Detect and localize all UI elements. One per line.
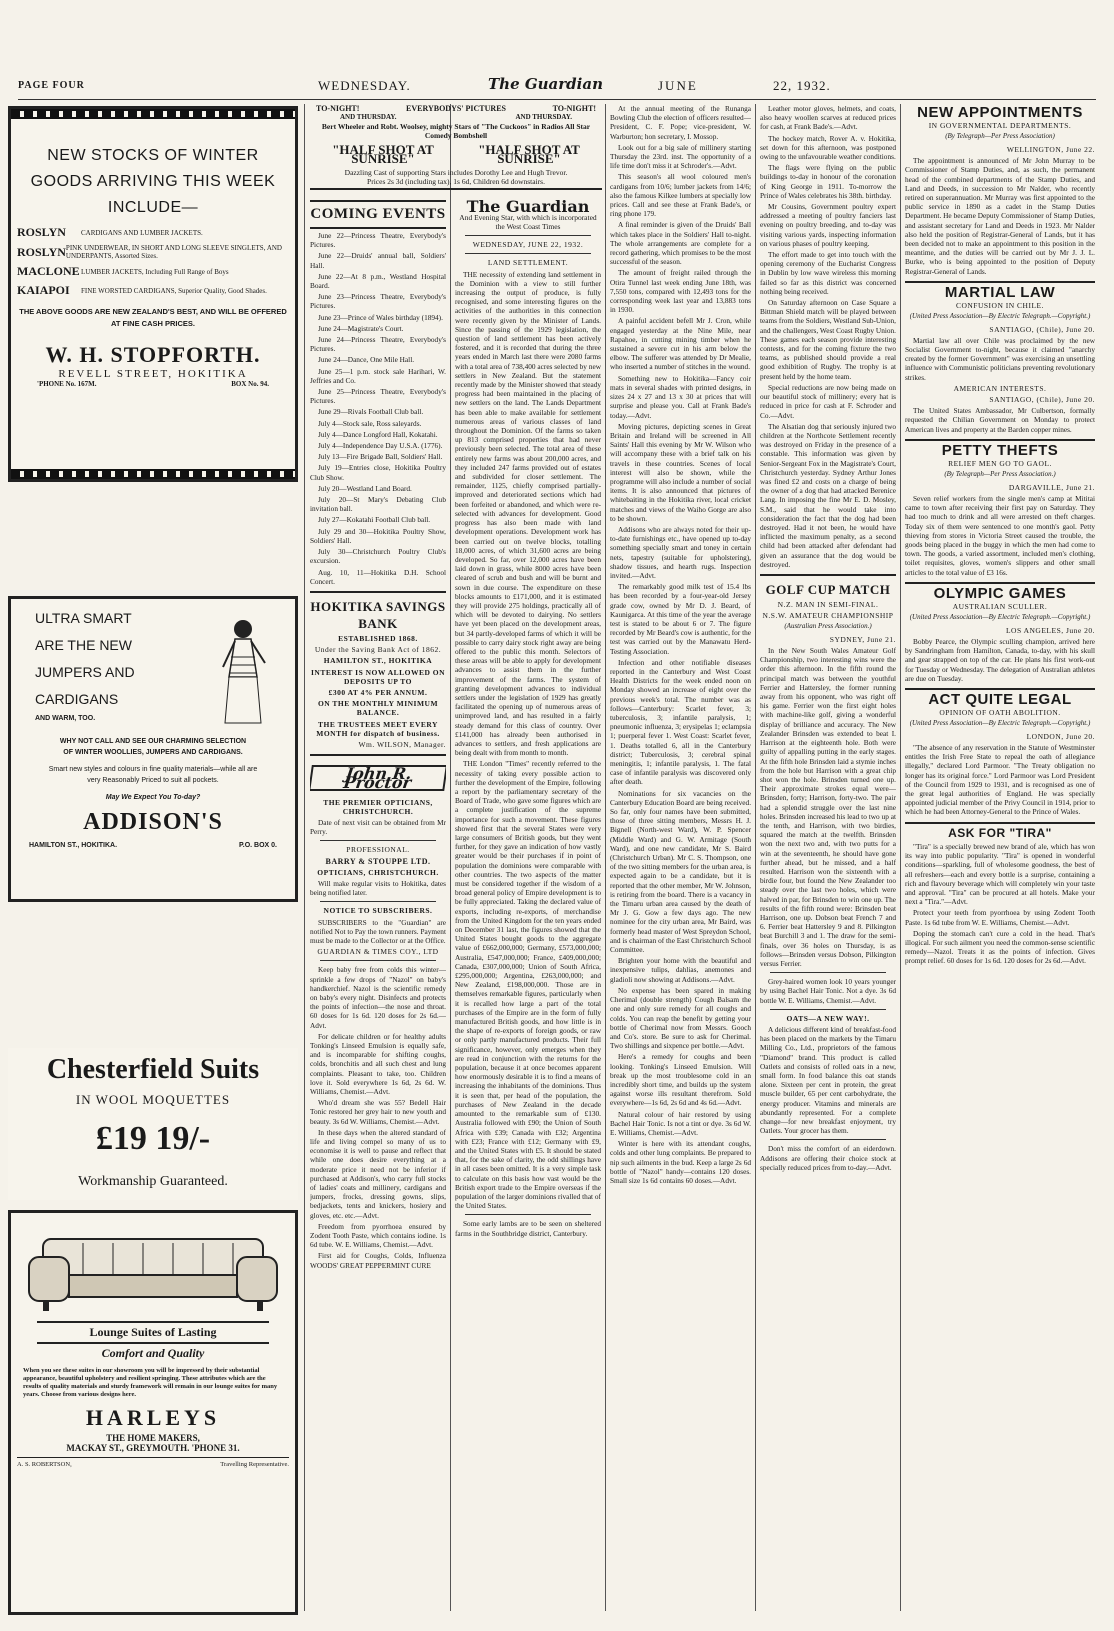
ad-item: ROSLYN CARDIGANS AND LUMBER JACKETS. bbox=[17, 225, 203, 239]
film-stars: Bert Wheeler and Robt. Woolsey, mighty Stars of "The Cuckoos" in Radios All Star Comedy Bombshell bbox=[321, 122, 591, 140]
ad-subtitle: IN WOOL MOQUETTES bbox=[75, 1092, 231, 1107]
shop-name: W. H. STOPFORTH. bbox=[45, 342, 261, 367]
film-cast: Dazzling Cast of supporting Stars includes Dorothy Lee and Hugh Trevor. bbox=[344, 168, 568, 177]
event-item: June 25—Princess Theatre, Everybody's Pictures. bbox=[310, 387, 446, 406]
event-item: June 25—1 p.m. stock sale Harihari, W. Jeffries and Co. bbox=[310, 366, 446, 385]
event-item: July 20—Westland Land Board. bbox=[318, 483, 412, 493]
section-title: NEW APPOINTMENTS bbox=[917, 104, 1083, 121]
event-item: June 24—Dance, One Mile Hall. bbox=[318, 355, 415, 365]
column-rule bbox=[304, 104, 305, 1611]
shop-address: MACKAY ST., GREYMOUTH. 'PHONE 31. bbox=[66, 1443, 240, 1453]
shop-tagline: THE HOME MAKERS, bbox=[106, 1433, 200, 1443]
event-item: June 23—Prince of Wales birthday (1894). bbox=[318, 312, 443, 322]
shop-address: REVELL STREET, HOKITIKA bbox=[58, 368, 248, 380]
event-item: July 29 and 30—Hokitika Poultry Show, Soldiers' Hall. bbox=[310, 526, 446, 545]
editorial-title: LAND SETTLEMENT. bbox=[487, 258, 569, 268]
news-paragraph: At the annual meeting of the Runanga Bowling Club the election of officers resulted—President, C. F. Pope; vice-president, W. Warburton; hon secretary, I. Mossop. bbox=[610, 104, 751, 141]
oats-title: OATS—A NEW WAY!. bbox=[786, 1013, 870, 1023]
news-paragraph: A final reminder is given of the Druids' Ball which takes place in the Soldiers' Hall to-night. The whole arrangements are complete for a record gathering, which promises to be the most successful of the season. bbox=[610, 220, 751, 267]
sofa-illustration bbox=[23, 1229, 283, 1314]
news-paragraph: Look out for a big sale of millinery starting Thursday the 23rd. inst. The opportunity of a life time don't miss it at Schroder's.—Advt. bbox=[610, 142, 751, 171]
column-rule bbox=[450, 104, 451, 1611]
event-item: July 4—Independence Day U.S.A. (1776). bbox=[318, 441, 443, 451]
news-paragraph: No expense has been spared in making Cherimal (double strength) Cough Balsam the one and only sure remedy for all coughs and colds. You can reap the benefit by getting your bottle of Cherimal now from Messrs. Gooch and Co's. store. Be sure to ask for Cherimal. Two shillings and sixpence per bottle.—Advt. bbox=[610, 985, 751, 1051]
box: P.O. BOX 0. bbox=[239, 842, 277, 849]
ad-chesterfield bbox=[8, 1048, 298, 1200]
ad-item: MACLONE LUMBER JACKETS, Including Full Range of Boys bbox=[17, 264, 229, 278]
ad-ask: May We Expect You To-day? bbox=[105, 794, 201, 801]
ad-item: ROSLYN PINK UNDERWEAR, IN SHORT AND LONG SLEEVE SINGLETS, AND UNDERPANTS, Assorted Sizes. bbox=[17, 244, 282, 260]
section-title: MARTIAL LAW bbox=[944, 283, 1056, 301]
ad-note: THE ABOVE GOODS ARE NEW ZEALAND'S BEST, AND WILL BE OFFERED AT FINE CASH PRICES. bbox=[19, 307, 287, 328]
ad-guarantee: Workmanship Guaranteed. bbox=[78, 1174, 228, 1189]
column-rule bbox=[900, 104, 901, 1611]
news-paragraph: Natural colour of hair restored by using Bachel Hair Tonic. Is not a tint or dye. 3s 6d W. E. Williams, Chemist.—Advt. bbox=[610, 1109, 751, 1137]
ad-body: WHY NOT CALL AND SEE OUR CHARMING SELECTION OF WINTER WOOLLIES, JUMPERS AND CARDIGANS. bbox=[59, 738, 247, 756]
ad-line: ULTRA SMART bbox=[35, 610, 132, 626]
editorial-date: WEDNESDAY, JUNE 22, 1932. bbox=[472, 240, 584, 250]
column-rule bbox=[605, 104, 606, 1611]
news-paragraph: Infection and other notifiable diseases reported in the Canterbury and West Coast Health Districts for the week ended noon on Monday showed an increase of eight over the previous week's total. The number was as follows—Canterbury: Scarlet fever, 3; tuberculosis, 3; infantile paralysis, 1; pneumonic influenza, 3; erysipelas 1; eclampsia 1; puerperal fever 1. West Coast: Scarlet fever, 1. Deaths totalled 6, all in the Canterbury district; Tuberculosis, 3; cerebral spinal meningitis, 1; infantile paralysis, 1. The fatal case of infantile paralysis was discovered only after death. bbox=[610, 657, 751, 787]
event-item: June 22—Druids' annual ball, Soldiers' Hall. bbox=[310, 251, 446, 270]
event-item: June 22—Princess Theatre, Everybody's Pictures. bbox=[310, 231, 446, 250]
ad-item: KAIAPOI FINE WORSTED CARDIGANS, Superior Quality, Good Shades. bbox=[17, 283, 267, 297]
event-item: July 27—Kokatahi Football Club ball. bbox=[318, 515, 431, 525]
news-paragraph: Moving pictures, depicting scenes in Great Britain and Ireland will be screened in All Saints' Hall this evening by Mr W. Wilson who will accompany these with a brief talk on his travels in these countries. Scenes of local interest will also be shown, while the programme will also include a number of social items. It is also announced that pictures of whitebaiting in the Hokitika river, local cricket matches and views of the Waiho Gorge are also to be shown. bbox=[610, 421, 751, 523]
ad-body2: Smart new styles and colours in fine quality materials—while all are very Reasonably Priced to suit all pockets. bbox=[48, 766, 258, 784]
ad-line: CARDIGANS bbox=[35, 691, 119, 707]
price: £19 19/- bbox=[95, 1120, 211, 1157]
ad-line: NEW STOCKS OF WINTER bbox=[47, 147, 259, 164]
news-paragraph: The amount of freight railed through the Otira Tunnel last week ending June 18th, was 7,550 tons, compared with 12,493 tons for the corresponding week last year and 13,883 tons in 1930. bbox=[610, 268, 751, 315]
checker-border bbox=[11, 469, 295, 479]
events-list bbox=[310, 231, 446, 586]
event-item: Aug. 10, 11—Hokitika D.H. School Concert. bbox=[310, 567, 446, 586]
ad-warm: AND WARM, TOO. bbox=[35, 715, 96, 722]
event-item: June 22—At 8 p.m., Westland Hospital Board. bbox=[310, 271, 446, 291]
ad-addisons bbox=[8, 596, 298, 902]
news-paragraph: Addisons who are always noted for their up-to-date furnishings etc., have opened up to-day something specially smart and toney in certain nets, tapestry (suitable for upholstering), shadow tissues, and hearth rugs. Inspection invited.—Advt. bbox=[610, 524, 751, 580]
ad-title: Lounge Suites of Lasting bbox=[37, 1321, 269, 1344]
ad-harleys bbox=[8, 1210, 298, 1615]
golf-title: GOLF CUP MATCH bbox=[765, 581, 891, 597]
masthead-day: WEDNESDAY. bbox=[318, 78, 411, 93]
column-2: COMING EVENTS June 22—Princess Theatre, Everybody's Pictures. June 22—Druids' annual ball, Soldiers' Hall. June 22—At 8 p.m., Westland Hospital Board. June 23—Princess Theatre, Everybody's Pictures. June 23—Prince of Wales birthday (1894). June 24—Magistrate's Court. June 24—Princess Theatre, Everybody's Pictures. June 24—Dance, One Mile Hall. June 25—1 p.m. stock sale Harihari, W. Jeffries and Co. June 25—Princess Theatre, Everybody's Pictures. June 29—Rivals Football Club ball. July 4—Stock sale, Ross saleyards. July 4—Dance Longford Hall, Kokatahi. July 4—Independence Day U.S.A. (1776). July 13—Fire Brigade Ball, Soldiers' Hall. July 19—Entries close, Hokitika Poultry Club Show. July 20—Westland Land Board. July 20—St Mary's Debating Club invitation ball. July 27—Kokatahi Football Club ball. July 29 and 30—Hokitika Poultry Show, Soldiers' Hall. July 30—Christchurch Poultry Club's excursion. Aug. 10, 11—Hokitika D.H. School Concert. HOKITIKA SAVINGS BANK ESTABLISHED 1868. Under the Saving Bank Act of 1862. HAMILTON ST., HOKITIKA INTEREST IS NOW ALLOWED ON DEPOSITS UP TO £300 AT 4% PER ANNUM. ON THE MONTHLY MINIMUM BALANCE. THE TRUSTEES MEET EVERY MONTH for dispatch of business. Wm. WILSON, Manager. John R. Proctor THE PREMIER OPTICIANS, CHRISTCHURCH. Date of next visit can be obtained from Mr Perry. PROFESSIONAL. BARRY & STOUPPE LTD. OPTICIANS, CHRISTCHURCH. Will make regular visits to Hokitika, dates being notified later. NOTICE TO SUBSCRIBERS. SUBSCRIBERS to the "Guardian" are notified Not to Pay the town runners. Payment must be made to the Collector or at the Office. GUARDIAN & TIMES COY., LTD Keep baby free from colds this winter—sprinkle a few drops of "Nazol" on baby's handkerchief. Nazol is the scientific remedy on baby's every night. Disinfects and protects the points of infection—the nose and throat. 60 doses for 1s 6d. 120 doses for 2s 6d.—Advt. For delicate children or for healthy adults Tonking's Linseed Emulsion is equally safe, and is incomparable for shifting coughs, colds, bronchitis and all such chest and lung complaints. Pleasant to take, too. Children love it. Sold everywhere 1s 6d, 2s 6d. W. Williams, Chemist.—Advt. Who'd dream she was 55? Bedell Hair Tonic restored her grey hair to new youth and beauty. 3s 6d W. Williams, Chemist.—Advt. In these days when the altered standard of life and living compel so many of us to economise it is well to pause and reflect that while one does desire everything at a moderate price it need not be inferior if purchased at Addison's, who carry full stocks of ladies' coats and millinery, cardigans and jumpers, frocks, dressing gowns, slips, bedjackets, tents and knickers, hosiery and gloves, etc. etc.—Advt. Freedom from pyorrhoea ensured by Zodent Tooth Paste, which contains iodine. 1s 6d tube. W. E. Williams, Chemist.—Advt. First aid for Coughs, Colds, Influenza WOODS' GREAT PEPPERMINT CURE bbox=[310, 196, 446, 1616]
column-editorial: The Guardian And Evening Star, with which is incorporated the West Coast Times WEDNESDAY, JUNE 22, 1932. LAND SETTLEMENT. THE necessity of extending land settlement in the Dominion with a view to still further increasing the output of produce, is fully recognised, and some interesting figures on the activities of the authorities in this connection were recently given by the Minister of Lands. Since the passing of the 1929 legislation, the question of land settlement has been actively fostered, and it is recorded that during the three years ended in March last there were 2080 farms with a total area of 738,400 acres selected by new settlers in New Zealand. But the statement recently made by the Minister showed that steady progress had been maintained in the placing of new settlers on the land. The Lands Department has been able to make available for settlement numerous areas of various classes of land throughout the Dominion. Of the farms so taken up 813 comprised properties that had never previously been selected. The total area of these entirely new farms was about 200,000 acres, and they included 247 farms provided out of estates and subdivided for closer settlement. The remainder, 1125, chiefly comprised partially-improved and deteriorated sections which had been forfeited or abandoned, and which were re-selected with advances for development. Good progress has also been made with land development operations. Development work has been carried out on twelve blocks, totalling 18,000 acres, of which 31,600 acres are being developed. So far, over 12,000 acres have been laid down in grass, while 8000 acres have been cleared of scrub and bush and will be burnt and sown in due course. The expenditure on these blocks amounts to £171,000, and it is estimated they will provide 275 holdings, practically all of which will be devoted to dairying. No settlers have yet been placed on the development areas, but 34 partly-developed farms of which it will be possible to carry dairy stock right away are being offered to the public this month. Selectors of these areas will be able to apply for development advances to assist them in the further improvement of the farms. The system of granting development advances to individual settlers under the legislation of 1929 has greatly facilitated the opening up of numerous areas of unimproved land, and has resulted in a fairly steady demand for this class of country. Over £141,000 has already been authorised in advances to settlers, and fresh applications are being dealt with from month to month. THE London "Times" recently referred to the necessity of taking every possible action to further the development of the Empire, following a report by the parliamentary secretary of the Board of Trade, who gave some figures which are a complete justification of the supreme importance for such a movement. These figures showed first that the several States were very large consumers of British goods, but they went further, for they gave an indication of how vastly greater would be their purchases if in point of population the dominions were comparable with other countries. The two aspects of the matter must be considered together if the wisdom of a broad general policy of Empire development is to be fully appreciated. Taking the declared value of exports, including re-exports, of merchandise from the United Kingdom for the ten years ended on December 31 last, the figures showed that the United States bought goods to the aggregate value of £662,000,000; Germany, £573,000,000; Australia, £547,000,000; France, £409,000,000; Canada, £307,000,000; Union of South Africa, £295,000,000; Argentina, £263,000,000; and New Zealand, £198,000,000. Those are in themselves remarkable figures, particularly when it is recalled how large a part of the total purchases of the Empire are in the form of fully manufactured British goods, and how little is in the shape of re-exports of foreign goods, or raw or only partly manufactured products. Their full significance, however, only emerges when they are read in conjunction with the returns for the population, because it at once becomes apparent how enormously desirable it is to find a means of increasing the inhabitants of the dominions. Thus it is seen that, per head of the population, the purchases of New Zealand in the decade amounted to the remarkable sum of £130. Australia followed with £90; the Union of South Africa with £39; Canada with £32; Argentina with £23; France with £12; Germany with £9, and the United States with £5. It should be stated that, for the sake of clarity, the odd shillings have in all cases been omitted. It is a very simple task to calculate on this basis how vast would be the British export trade to the Empire overseas if the population of the larger dominions rivalled that of the United States. Some early lambs are to be seen on sheltered farms in the Southbridge district, Canterbury. bbox=[455, 197, 601, 1238]
bank-title: HOKITIKA SAVINGS BANK bbox=[310, 598, 446, 631]
rep-title: Travelling Representative. bbox=[220, 1461, 289, 1468]
box: BOX No. 94. bbox=[231, 380, 269, 388]
event-item: June 29—Rivals Football Club ball. bbox=[318, 407, 424, 417]
event-item: July 19—Entries close, Hokitika Poultry Club Show. bbox=[310, 463, 446, 482]
shop-name: HARLEYS bbox=[85, 1405, 221, 1430]
woman-illustration bbox=[213, 617, 273, 727]
event-item: July 4—Stock sale, Ross saleyards. bbox=[318, 418, 422, 428]
news-paragraph: This season's all wool coloured men's cardigans from 10/6; lumber jackets from 14/6; also the famous Kilkee lumbers at specially low prices. Call and see these at Frank Bade's, or ring phone 179. bbox=[610, 172, 751, 219]
news-paragraph: The remarkably good milk test of 15.4 lbs has been recorded by a four-year-old Jersey grade cow, owned by Mr D. J. Beard, of Kaunigarca. At this time of the year the average test is stated to be about 6 or 7. The figure recorded by Mr Beard's cow is authentic, for the test was carried out by the Manawatu Herd-Testing Association. bbox=[610, 582, 751, 656]
ad-line: JUMPERS AND bbox=[35, 664, 135, 680]
ad-line: INCLUDE— bbox=[107, 199, 199, 216]
masthead-title: The Guardian bbox=[488, 75, 603, 93]
ad-line: ARE THE NEW bbox=[35, 637, 132, 653]
masthead-date: 22, 1932. bbox=[773, 78, 831, 93]
masthead-month: JUNE bbox=[658, 78, 698, 93]
section-title: PETTY THEFTS bbox=[941, 441, 1059, 459]
ad-title: Chesterfield Suits bbox=[46, 1054, 260, 1085]
shop-name: ADDISON'S bbox=[83, 809, 223, 835]
column-4 bbox=[610, 104, 751, 1616]
column-rule bbox=[755, 104, 756, 1611]
masthead bbox=[18, 75, 1096, 100]
event-item: June 23—Princess Theatre, Everybody's Pictures. bbox=[310, 292, 446, 311]
ad-pictures: TO-NIGHT! EVERYBODYS' PICTURES TO-NIGHT! AND THURSDAY. AND THURSDAY. Bert Wheeler and Robt. Woolsey, mighty Stars of "The Cuckoos" in Radios All Star Comedy Bombshell "HALF SHOT AT SUNRISE" "HALF SHOT AT SUNRISE" Dazzling Cast of supporting Stars includes Dorothy Lee and Hugh Trevor. Prices 2s 3d (including tax), 1s 6d, Children 6d downstairs. bbox=[310, 104, 602, 190]
checker-border bbox=[11, 109, 295, 119]
news-paragraph: Nominations for six vacancies on the Canterbury Education Board are being received. So far, only four names have been submitted, those of three sitting members, Messrs H. J. Bignell (North-west Ward), W. P. Spencer (Middle Ward) and G. W. Armitage (South Ward), and one new candidate, Mr S. Baird (Christchurch Urban). Mr C. S. Thompson, one of the two sitting members for the urban area, is expected again to be a candidate, but it is reported that the other member, Mr W. Johnson, is retiring from the board. There is a vacancy in the Timaru urban area caused by the death of Mr J. G. Gow a few days ago. The new nominee for the city urban area, Mr Baird, was formerly head master of West Spreydon School, and is chairman of the East Christchurch School Committee. bbox=[610, 788, 751, 955]
column-5: Leather motor gloves, helmets, and coats, also heavy woollen scarves at reduced prices for cash, at Frank Bade's.—Advt. The hockey match, Rover A. v. Hokitika, set down for this afternoon, was postponed owing to the unfavourable weather conditions. The flags were flying on the public buildings to-day in honour of the coronation of King George in 1911. To-morrow the Prince of Wales celebrates his 38th. birthday. Mr Cousins, Government poultry expert addressed a meeting of poultry fanciers last evening on poultry breeding, and to-day was visiting various yards, inspecting information on various phases of poultry keeping. The effort made to get into touch with the opening ceremony of the Eucharist Congress in Dublin by low wave wireless this morning failed so far as this district was concerned nothing being received. On Saturday afternoon on Case Square a Bittman Shield match will be played between teams from the Soldiers, Westland Sub-Union, and the challengers, West Coast Rugby Union. These games each season provide interesting contests, and for the coming fixture the two teams, as published should provide a real good exhibition of Rugby. The trophy is at present held by the home team. Special reductions are now being made on our beautiful stock of millinery; every hat is reduced in price for cash at F. Schroder and Co.—Advt. The Alsatian dog that seriously injured two children at the Northcote Settlement recently was destroyed on Friday in the presence of a constable. This information was given by Senior-Sergeant Fox in the Magistrate's Court, Christchurch yesterday. Sydney Arthur Jones was fined £2 and costs on a charge of being the owner of a dog that had attacked Berenice Lang. In imposing the fine Mr E. D. Mosley, S.M., said that he would take into consideration the fact that the dog had been destroyed. Had it not been, he would have inflicted the maximum penalty, as a second child had been attacked after defendant had given an assurance that the dog would be destroyed. GOLF CUP MATCH N.Z. MAN IN SEMI-FINAL. N.S.W. AMATEUR CHAMPIONSHIP (Australian Press Association.) SYDNEY, June 21. In the New South Wales Amateur Golf Championship, two interesting wins were the order this afternoon. In the fifth round the principal match was between the youthful Ferrier and Hattersley, the former running away from his opponent, who was right off his game. Ferrier won the first eight holes with machine-like golf, giving a wonderful display of brilliance and accuracy. The New Zealander Brinsden was extended to beat I. Harrison at the eighteenth hole. Both were guilty of appalling putting in the early stages. At the fifth hole Brinsden laid a stymie inches from the hole but Harrison with a great chip shot won the hole. Brinsden turned one up. Their approximate strokes equal were—Brinsden, forty; Harrison, forty-two. The pair had a splendid struggle over the last nine holes. Brinsden increased his lead to two up at the tenth, and Harrison, with two birdies, squared the match at the twelfth. Brinsden won the next two and, with two putts for a win at the seventeenth, he should have gone further ahead, but he missed, and a half resulted. Harrison won the sixteenth with a birdie four, but found the New Zealander too steady over the last two holes, which were halved in par, for Brinsden to win one up. The results of the fifth round were: Brinsden beat Harrison, one up. Dobson beat French 7 and 6. Ferrier beat Hattersley 9 and 8. Pilkington beat Burchill 3 and 1. The draw for the semi-finals, over 36 holes on Thursday, is as follows—Brinsden versus Dobson, Pilkington versus Ferrier. Grey-haired women look 10 years younger by using Bachel Hair Tonic. Not a dye. 3s 6d bottle W. E. Williams, Chemist.—Advt. OATS—A NEW WAY!. A delicious different kind of breakfast-food has been placed on the markets by the Timaru Milling Co., Ltd., proprietors of the famous "Diamond" brand. This product is called Oatlets and consists of rolled oats in a new, small form. In food balance this oat stands alone. Sixteen per cent in protein, the great muscle builder, 65 per cent carbohydrate, the energy producer. Vitamins and minerals are abundantly represented. For a complete change—for new breakfast enjoyment, try Oatlets. Your grocer has them. Don't miss the comfort of an eiderdown. Addisons are offering their choice stock at specially reduced prices from to-day.—Advt. bbox=[760, 104, 896, 1172]
shop-address: HAMILTON ST., HOKITIKA. bbox=[29, 842, 118, 849]
column-6: NEW APPOINTMENTS IN GOVERNMENTAL DEPARTMENTS. (By Telegraph—Per Press Association) WELLINGTON, June 22. The appointment is announced of Mr John Murray to be Commissioner of Stamp Duties, and, as such, the permanent head of the combined departments of the Stamp Duties, and Land and Deeds, in succession to Mr Nalder, who recently retired on superannuation. Mr Murray was first appointed to the public service in 1890 as a cadet in the Stamp Duties Department. He became Deputy Commissioner of Stamp Duties, and assistant secretary for Land and Deeds in 1923. Mr Nalder also held the position of Registrar-General of Lands, but it has been decided not to make an appointment to this position in the meantime, and the duties will be carried out by Mr J. J. L. Burke, who is being appointed to the position of Deputy Registrar-General of Lands. MARTIAL LAW CONFUSION IN CHILE. (United Press Association—By Electric Telegraph.—Copyright.) SANTIAGO, (Chile), June 20. Martial law all over Chile was proclaimed by the new Socialist Government to-night, because it claimed "anarchy created by the former Government" was exercising an unsettling influence with Communistic politicians preventing revolutionary strikes. AMERICAN INTERESTS. SANTIAGO, (Chile), June 20. The United States Ambassador, Mr Culbertson, formally requested the Chilian Government on Monday to protect American lives and property at the Barden copper mines. PETTY THEFTS RELIEF MEN GO TO GAOL. (By Telegraph—Per Press Association.) DARGAVILLE, June 21. Seven relief workers from the single men's camp at Mititai came to town after receiving their first pay on Saturday. They had too much to drink and all were arrested on theft charges. Today six of them were sentenced to one month's gaol. Petty thieving from stores in Victoria Street caused the trouble, the goods being placed in the buggy in which the men had come to town. The goods, a varied assortment, included men's clothing, toilet requisites, gloves, women's slippers and other small articles to the total value of £3 16s. OLYMPIC GAMES AUSTRALIAN SCULLER. (United Press Association—By Electric Telegraph.—Copyright.) LOS ANGELES, June 20. Bobby Pearce, the Olympic sculling champion, arrived here by Sandringham from Hamilton, Canada, to-day, with his skull and gear strapped on top of the car. He plans his first work-out for Tuesday or Wednesday. The delegation of Australian athletes are due on Tuesday. ACT QUITE LEGAL OPINION OF OATH ABOLITION. (United Press Association—By Electric Telegraph.—Copyright.) LONDON, June 20. "The absence of any reservation in the Statute of Westminster entitles the Irish Free State to repeal the oath of allegiance illegally," declared Lord Parmoor. "The Treaty obligation no longer has its original force." Lord Parmoor was Lord President of the Council from 1929 to 1931, and is recognised as one of the great legal authorities of England. He was specially appointed judicial member of the Privy Council in 1914, prior to which he had been Attorney-General to the Prince of Wales. ASK FOR "TIRA" "Tira" is a specially brewed new brand of ale, which has won its way into public popularity. "Tira" is opened in wonderful conditions—sparkling, full of wholesome goodness, the best of all refreshers—each and every bottle is a surprise, containing a rich and flavoury beverage which will completely win your taste and approval. "Tira" can be procured at all hotels. Make your next a "Tira."—Advt. Protect your teeth from pyorrhoea by using Zodent Tooth Paste. 1s 6d tube from W. E. Williams, Chemist.—Advt. Doping the stomach can't cure a cold in the head. That's illogical. For such ailment you need the common-sense scientific remedy—Nazol. Treats it as the points of infection. Gives prompt relief. 60 doses for 1s 6d. 120 doses for 2s 6d.—Advt. bbox=[905, 104, 1095, 966]
ad-body: When you see these suites in our showroom you will be impressed by their substantial appearance, beautiful upholstery and resilient springing. These attributes which are the results of quality materials and sturdy framework will remain in our lounge suites for many years. Choose from various designs here. bbox=[23, 1367, 278, 1398]
film-title: "HALF SHOT AT SUNRISE" bbox=[478, 142, 580, 166]
proctor-logo: John R. Proctor bbox=[310, 765, 446, 791]
rep-name: A. S. ROBERTSON, bbox=[17, 1461, 72, 1468]
event-item: July 4—Dance Longford Hall, Kokatahi. bbox=[318, 429, 438, 439]
event-item: June 24—Magistrate's Court. bbox=[318, 323, 404, 333]
film-prices: Prices 2s 3d (including tax), 1s 6d, Children 6d downstairs. bbox=[367, 177, 545, 186]
ad-stopforth bbox=[8, 106, 298, 482]
news-paragraph: Winter is here with its attendant coughs, colds and other lung complaints. Be prepared to nip such ailments in the bud. Keep a large 2s 6d bottle of "Nazol" handy—contains 120 doses. Small size 1s 6d contains 60 doses.—Advt. bbox=[610, 1139, 751, 1185]
event-item: July 30—Christchurch Poultry Club's excursion. bbox=[310, 547, 446, 566]
event-item: June 24—Princess Theatre, Everybody's Pictures. bbox=[310, 335, 446, 354]
news-paragraph: Something new to Hokitika—Fancy coir mats in several shades with printed designs, in sizes 24 x 27 and 13 x 30 at prices that will surprise and please you. Call at Frank Bade's today.—Advt. bbox=[610, 373, 751, 420]
film-title: "HALF SHOT AT SUNRISE" bbox=[332, 142, 434, 166]
ad-subtitle: Comfort and Quality bbox=[101, 1346, 205, 1360]
editorial-paper: The Guardian bbox=[466, 197, 590, 216]
event-item: July 13—Fire Brigade Ball, Soldiers' Hall. bbox=[318, 452, 443, 462]
section-title: COMING EVENTS bbox=[310, 200, 446, 229]
event-item: July 20—St Mary's Debating Club invitation ball. bbox=[310, 495, 446, 514]
section-title: ACT QUITE LEGAL bbox=[928, 690, 1072, 708]
section-title: OLYMPIC GAMES bbox=[933, 584, 1067, 602]
section-title: ASK FOR "TIRA" bbox=[948, 825, 1052, 840]
ad-line: GOODS ARRIVING THIS WEEK bbox=[30, 173, 276, 190]
page-number: PAGE FOUR bbox=[18, 80, 85, 91]
news-paragraph: Brighten your home with the beautiful and inexpensive tulips, dahlias, anemones and gladioli now showing at Addisons.—Advt. bbox=[610, 956, 751, 984]
news-paragraph: Here's a remedy for coughs and been looking. Tonking's Linseed Emulsion. Will break up the most troublesome cold in an incredibly short time, and builds up the system against worse ills resultant therefrom. Sold everywhere—1s 6d, 2s 6d and 4s 6d.—Advt. bbox=[610, 1052, 751, 1108]
phone: 'PHONE No. 167M. bbox=[37, 380, 97, 388]
news-paragraph: A painful accident befell Mr J. Cron, while engaged yesterday at the Nine Mile, near Rapahoe, in cutting mining timber when he sustained a severe cut in his arm below the elbow. The sufferer was attended by Dr Mealie, who inserted a number of stitches in the wound. bbox=[610, 316, 751, 372]
